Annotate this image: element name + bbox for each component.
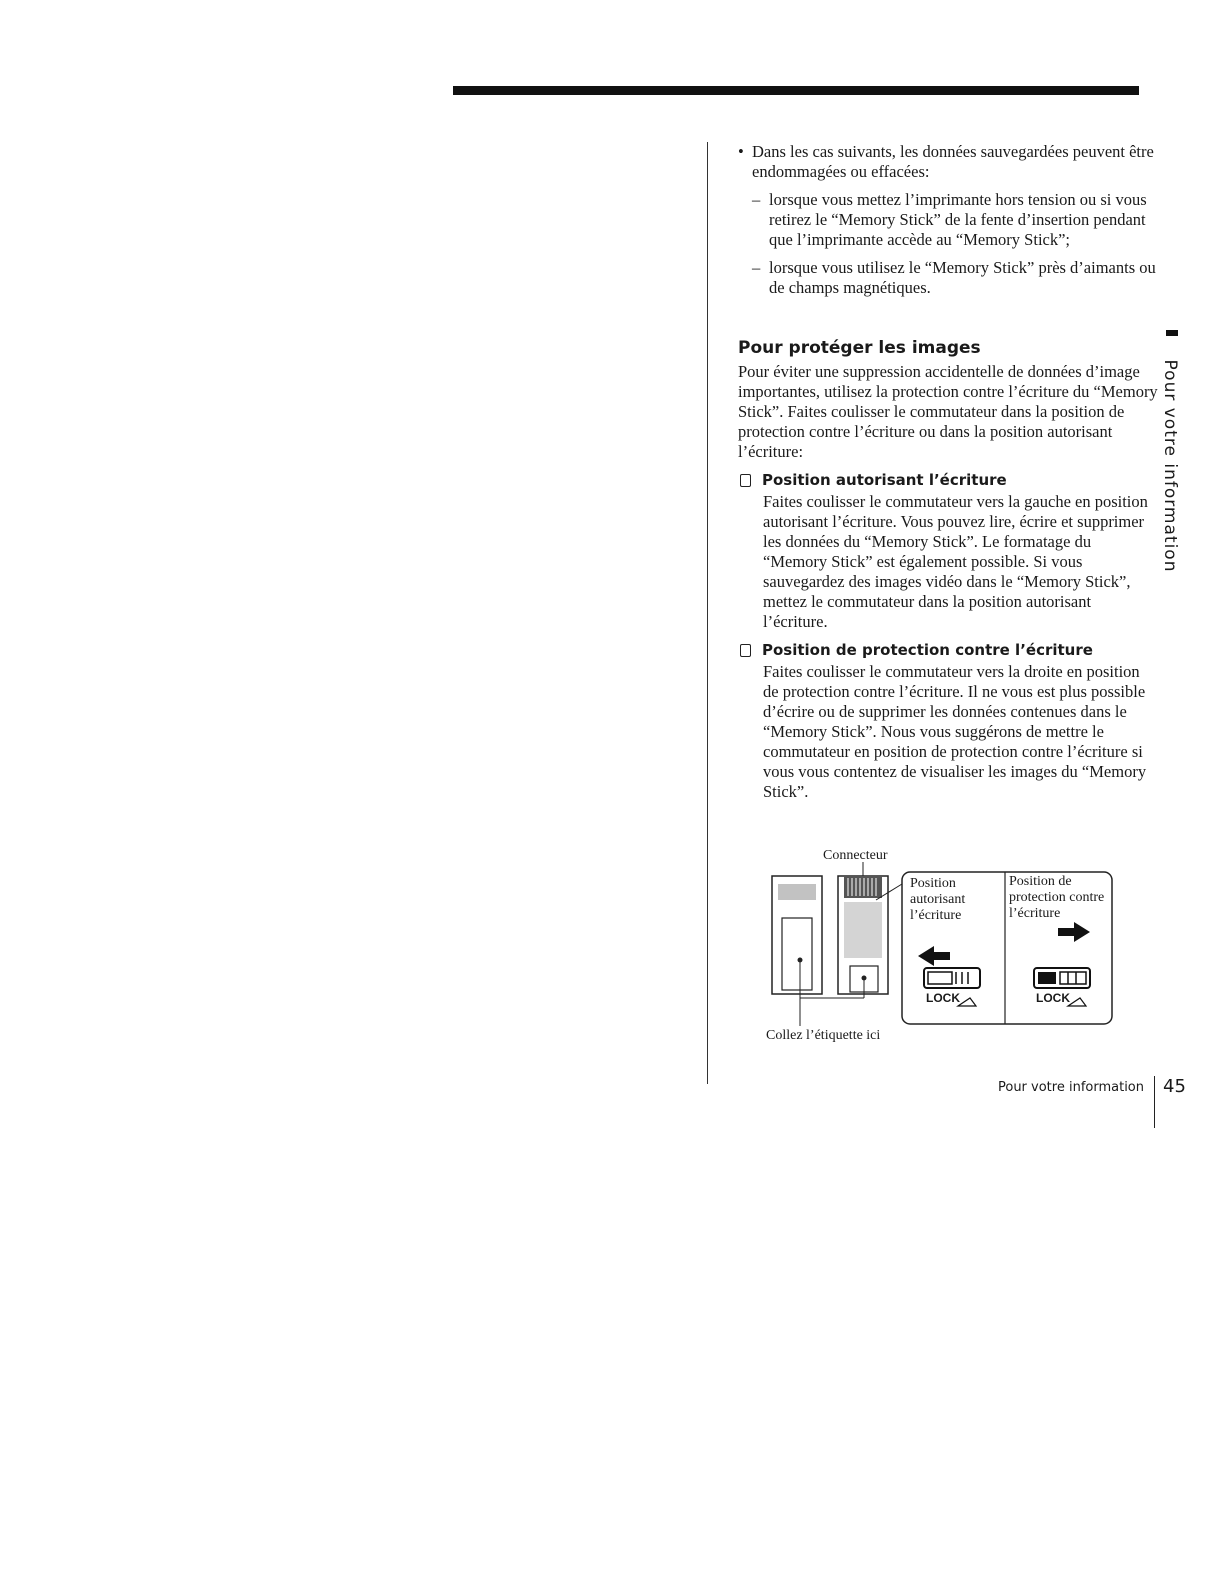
checkbox-icon — [740, 644, 751, 657]
section-body: Pour éviter une suppression accidentelle de données d’image importantes, utilisez la protection contre l’écriture du “Memory Stick”. Faites coulisser le commutateur dans la position de protection contre l’écriture ou dans la position autorisant l’écriture: — [738, 362, 1158, 461]
dash-item-text: lorsque vous mettez l’imprimante hors tension ou si vous retirez le “Memory Stick” de la fente d’insertion pendant que l’imprimante accède au “Memory Stick”; — [769, 190, 1147, 249]
subsection-body: Faites coulisser le commutateur vers la gauche en position autorisant l’écriture. Vous pouvez lire, écrire et supprimer les données du “Memory Stick”. Le formatage du “Memory Stick” est également possible. Si vous sauvegardez des images vidéo dans le “Memory Stick”, mettez le commutateur dans la position autorisant l’écriture. — [763, 492, 1148, 631]
dash-item-text: lorsque vous utilisez le “Memory Stick” près d’aimants ou de champs magnétiques. — [769, 258, 1156, 297]
side-tab-text: Pour votre information — [1160, 359, 1180, 573]
dash-item — [752, 258, 1158, 298]
top-rule — [453, 86, 1139, 95]
lock-text-left: LOCK — [926, 991, 960, 1005]
dash-item — [752, 190, 1158, 250]
lock-text-right: LOCK — [1036, 991, 1070, 1005]
subsection-title — [738, 640, 1158, 660]
page-number: 45 — [1163, 1076, 1186, 1097]
footer-section-label: Pour votre information — [997, 1080, 1144, 1095]
main-content — [738, 142, 1158, 802]
subsection-title — [738, 470, 1158, 490]
write-allowed-label: Position autorisant l’écriture — [910, 876, 966, 923]
label-here-caption: Collez l’étiquette ici — [766, 1028, 881, 1043]
dash-mark: – — [752, 258, 761, 277]
intro-bullet-text: Dans les cas suivants, les données sauvegardées peuvent être endommagées ou effacées: — [752, 142, 1154, 181]
subsection-body: Faites coulisser le commutateur vers la droite en position de protection contre l’écriture. Il ne vous est plus possible d’écrire ou de supprimer les données contenues dans le “Memory Stick”. Nous vous suggérons de mettre le commutateur en position de protection contre l’écriture si vous vous contentez de visualiser les images du “Memory Stick”. — [763, 662, 1147, 801]
connector-label: Connecteur — [823, 848, 888, 863]
memory-stick-diagram — [766, 848, 1126, 1048]
write-protect-label: Position de protection contre l’écriture — [1009, 874, 1105, 921]
section-heading: Pour protéger les images — [738, 338, 981, 358]
side-tab-bar — [1166, 330, 1178, 336]
checkbox-icon — [740, 474, 751, 487]
column-rule — [707, 142, 708, 1084]
section-side-tab — [1162, 322, 1184, 582]
footer-rule — [1154, 1076, 1155, 1128]
bullet-mark: • — [738, 142, 744, 161]
dash-mark: – — [752, 190, 761, 209]
intro-bullet — [738, 142, 1158, 182]
subsection-title-text: Position autorisant l’écriture — [762, 471, 1007, 489]
subsection-title-text: Position de protection contre l’écriture — [762, 641, 1093, 659]
